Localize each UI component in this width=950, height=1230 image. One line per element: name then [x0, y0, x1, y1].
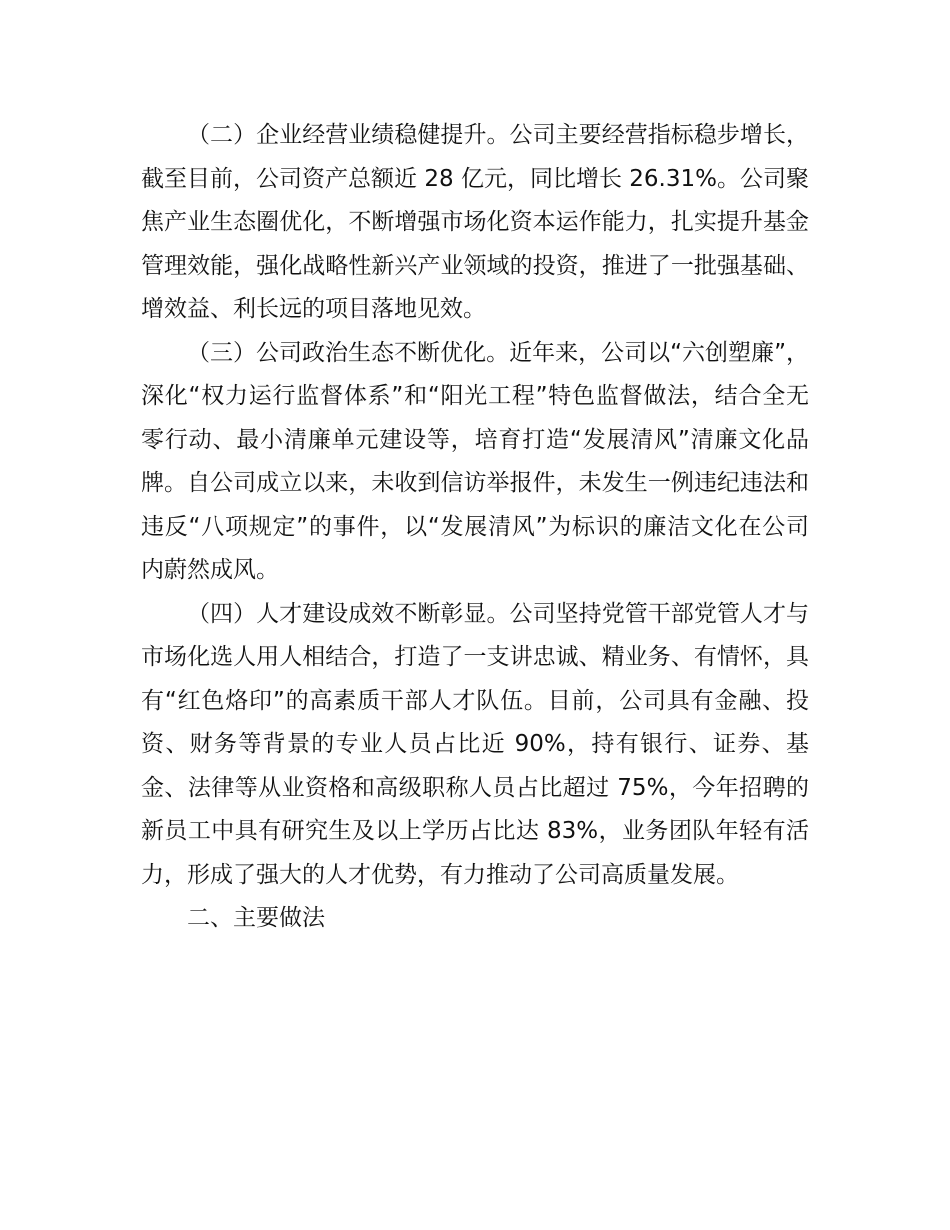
paragraph-business-performance: （二）企业经营业绩稳健提升。公司主要经营指标稳步增长，截至目前，公司资产总额近 28 亿元，同比增长 26.31%。公司聚焦产业生态圈优化，不断增强市场化资本运作能力，扎实提升基金管理效能，强化战略性新兴产业领域的投资，推进了一批强基础、增效益、利长远的项目落地见效。 [141, 122, 809, 322]
paragraph-political-ecology: （三）公司政治生态不断优化。近年来，公司以“六创塑廉”，深化“权力运行监督体系”和“阳光工程”特色监督做法，结合全无零行动、最小清廉单元建设等，培育打造“发展清风”清廉文化品牌。自公司成立以来，未收到信访举报件，未发生一例违纪违法和违反“八项规定”的事件，以“发展清风”为标识的廉洁文化在公司内蔚然成风。 [141, 339, 809, 583]
section-heading: 二、主要做法 [187, 905, 325, 931]
paragraph-talent-building: （四）人才建设成效不断彰显。公司坚持党管干部党管人才与市场化选人用人相结合，打造了一支讲忠诚、精业务、有情怀，具有“红色烙印”的高素质干部人才队伍。目前，公司具有金融、投资、财务等背景的专业人员占比近 90%，持有银行、证券、基金、法律等从业资格和高级职称人员占比超过 75%，今年招聘的新员工中具有研究生及以上学历占比达 83%，业务团队年轻有活力，形成了强大的人才优势，有力推动了公司高质量发展。 [141, 600, 809, 888]
document-body [141, 114, 809, 941]
